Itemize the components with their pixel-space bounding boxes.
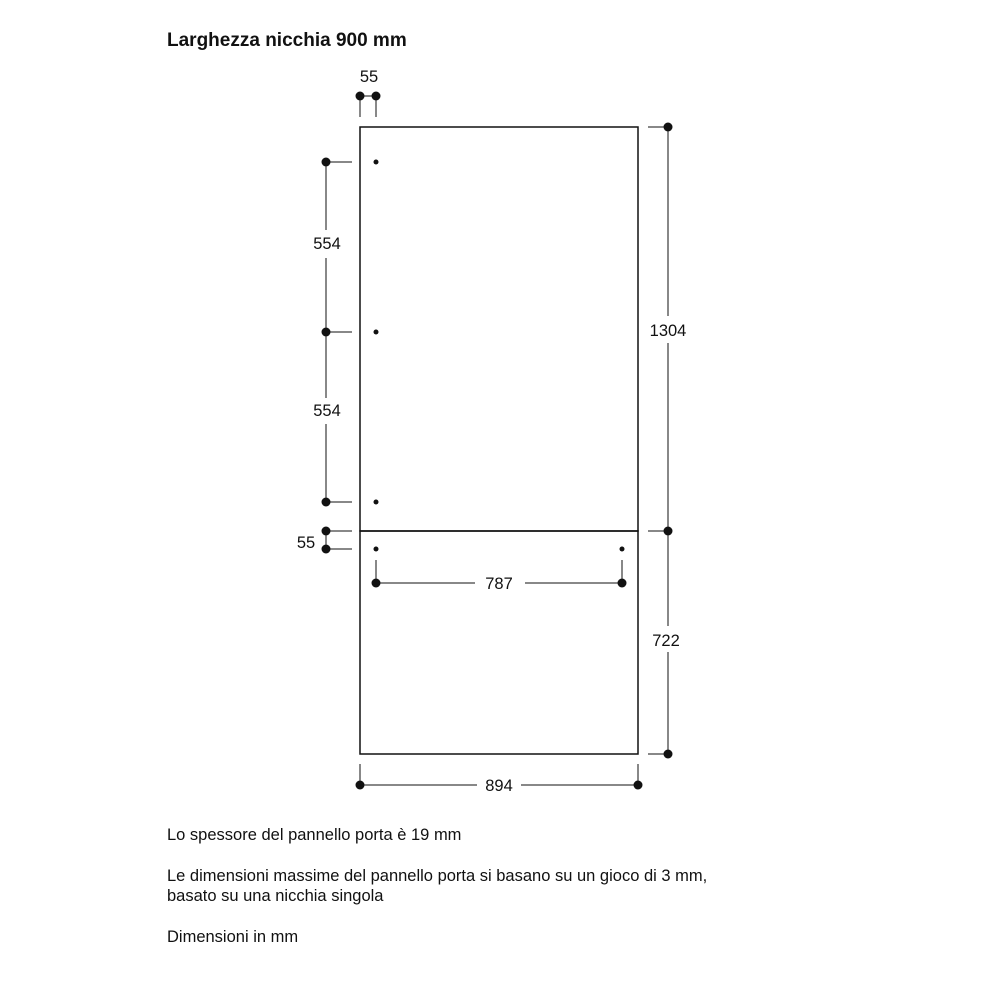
dim-lower-hole-spacing [372,560,627,593]
dim-left-chain [313,158,352,507]
upper-door-panel [360,127,638,531]
hole-dot [620,547,625,552]
lower-door-panel [360,531,638,754]
note-thickness: Lo spessore del pannello porta è 19 mm [167,826,462,844]
dim-lower-offset-label: 55 [296,534,316,552]
dim-lower-hole-spacing-label: 787 [485,575,513,593]
hole-dot [374,500,379,505]
diagram-title: Larghezza nicchia 900 mm [167,30,407,51]
note-max-dims-line1: Le dimensioni massime del pannello porta si basano su un gioco di 3 mm, [167,867,708,885]
dim-lower-offset [297,527,352,554]
note-max-dims-line2: basato su una nicchia singola [167,887,384,905]
hole-dot [374,330,379,335]
dim-top-offset [356,68,381,117]
dim-lower-height-label: 722 [652,632,680,650]
dim-upper-height-label: 1304 [649,322,687,340]
note-units: Dimensioni in mm [167,928,299,946]
hole-dot [374,160,379,165]
dim-hole-spacing-1-label: 554 [313,235,341,253]
dim-hole-spacing-2-label: 554 [313,402,341,420]
dim-right-chain [648,123,686,759]
dim-panel-width [356,764,643,795]
dim-panel-width-label: 894 [485,777,513,795]
hole-dot [374,547,379,552]
dim-top-offset-label: 55 [359,68,379,86]
